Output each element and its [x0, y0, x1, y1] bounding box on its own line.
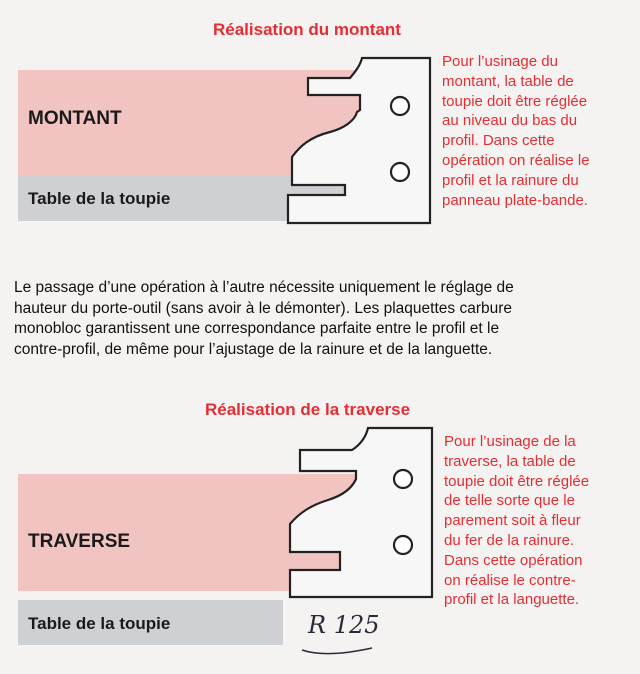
- section-title-traverse: Réalisation de la traverse: [205, 400, 411, 419]
- montant-description: Pour l’usinage du montant, la table de toupie doit être réglée au niveau du bas du profil. Dans cette opération on réalise le profil et la rainure du panneau plate-bande.: [442, 53, 590, 209]
- section-title-montant: Réalisation du montant: [213, 20, 401, 39]
- table-label-1: Table de la toupie: [28, 189, 171, 208]
- montant-label: MONTANT: [28, 108, 122, 129]
- traverse-label: TRAVERSE: [28, 531, 131, 552]
- middle-paragraph: Le passage d’une opération à l’autre nécessite uniquement le réglage de hauteur du porte-outil (sans avoir à le démonter). Les plaquettes carbure monobloc garantissent une correspondance parfaite entre le profil et le contre-profil, de même pour l’ajustage de la rainure et de la languette.: [14, 279, 514, 358]
- handwritten-note: R 125: [308, 611, 380, 639]
- traverse-description: Pour l’usinage de la traverse, la table de toupie doit être réglée de telle sorte que le parement soit à fleur du fer de la rainure. Dans cette opération on réalise le contre- profil et la languette.: [444, 433, 590, 609]
- table-label-2: Table de la toupie: [28, 614, 171, 633]
